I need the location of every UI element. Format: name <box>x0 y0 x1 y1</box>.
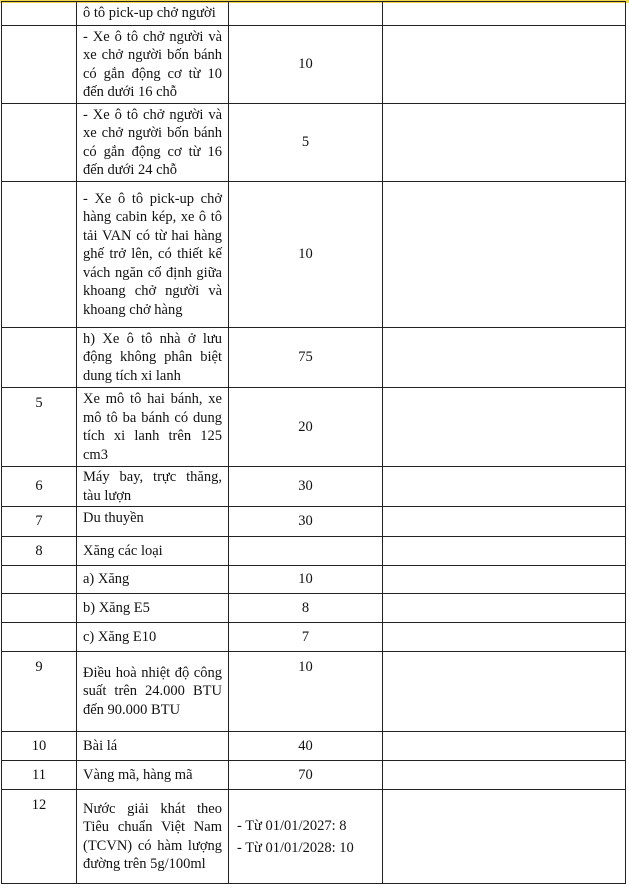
goods-name: Điều hoà nhiệt độ công suất trên 24.000 BTU đến 90.000 BTU <box>77 652 229 732</box>
goods-name: ô tô pick-up chở người <box>77 2 229 26</box>
tax-rate: 5 <box>229 104 383 182</box>
table-row <box>2 537 626 566</box>
goods-name: b) Xăng E5 <box>77 594 229 623</box>
note-cell <box>383 732 626 761</box>
goods-name: Nước giải khát theo Tiêu chuẩn Việt Nam (TCVN) có hàm lượng đường trên 5g/100ml <box>77 790 229 884</box>
goods-name: - Xe ô tô chở người và xe chở người bốn bánh có gắn động cơ từ 10 đến dưới 16 chỗ <box>77 26 229 104</box>
row-number <box>2 2 77 26</box>
note-cell <box>383 388 626 467</box>
table-row <box>2 507 626 537</box>
row-number <box>2 328 77 388</box>
goods-name: Xe mô tô hai bánh, xe mô tô ba bánh có dung tích xi lanh trên 125 cm3 <box>77 388 229 467</box>
goods-name: Vàng mã, hàng mã <box>77 761 229 790</box>
goods-name: - Xe ô tô chở người và xe chở người bốn bánh có gắn động cơ từ 16 đến dưới 24 chỗ <box>77 104 229 182</box>
row-number: 8 <box>2 537 77 566</box>
note-cell <box>383 182 626 328</box>
note-cell <box>383 104 626 182</box>
table-row <box>2 652 626 732</box>
table-row <box>2 388 626 467</box>
tax-rate: 75 <box>229 328 383 388</box>
row-number: 6 <box>2 467 77 507</box>
tax-rate: 40 <box>229 732 383 761</box>
note-cell <box>383 761 626 790</box>
note-cell <box>383 652 626 732</box>
table-row <box>2 761 626 790</box>
note-cell <box>383 623 626 652</box>
excise-tax-table <box>1 1 626 884</box>
tax-rate: 10 <box>229 26 383 104</box>
table-row <box>2 566 626 594</box>
table-row <box>2 26 626 104</box>
note-cell <box>383 790 626 884</box>
tax-rate: 7 <box>229 623 383 652</box>
goods-name: Du thuyền <box>77 507 229 537</box>
row-number <box>2 594 77 623</box>
note-cell <box>383 467 626 507</box>
row-number <box>2 623 77 652</box>
table-row <box>2 328 626 388</box>
row-number: 9 <box>2 652 77 732</box>
note-cell <box>383 328 626 388</box>
goods-name: - Xe ô tô pick-up chở hàng cabin kép, xe ô tô tải VAN có từ hai hàng ghế trở lên, có thiết kế vách ngăn cố định giữa khoang chở người và khoang chở hàng <box>77 182 229 328</box>
row-number <box>2 182 77 328</box>
tax-rate: 10 <box>229 652 383 732</box>
row-number: 11 <box>2 761 77 790</box>
table-row <box>2 790 626 884</box>
row-number: 5 <box>2 388 77 467</box>
table-row <box>2 623 626 652</box>
goods-name: Máy bay, trực thăng, tàu lượn <box>77 467 229 507</box>
tax-rate: 20 <box>229 388 383 467</box>
note-cell <box>383 26 626 104</box>
tax-rate: 10 <box>229 182 383 328</box>
tax-rate <box>229 2 383 26</box>
row-number: 12 <box>2 790 77 884</box>
row-number <box>2 104 77 182</box>
goods-name: h) Xe ô tô nhà ở lưu động không phân biệt dung tích xi lanh <box>77 328 229 388</box>
tax-rate: 8 <box>229 594 383 623</box>
row-number: 7 <box>2 507 77 537</box>
row-number <box>2 26 77 104</box>
tax-rate: 30 <box>229 467 383 507</box>
tax-rate <box>229 537 383 566</box>
tax-rate-schedule <box>229 790 383 884</box>
table-row <box>2 182 626 328</box>
note-cell <box>383 537 626 566</box>
note-cell <box>383 507 626 537</box>
goods-name: c) Xăng E10 <box>77 623 229 652</box>
table-row <box>2 467 626 507</box>
table-row <box>2 594 626 623</box>
tax-rate-2028: - Từ 01/01/2028: 10 <box>237 839 354 856</box>
goods-name: Bài lá <box>77 732 229 761</box>
tax-rate: 70 <box>229 761 383 790</box>
note-cell <box>383 2 626 26</box>
tax-rate: 30 <box>229 507 383 537</box>
table-row <box>2 2 626 26</box>
row-number: 10 <box>2 732 77 761</box>
table-row <box>2 104 626 182</box>
note-cell <box>383 566 626 594</box>
row-number <box>2 566 77 594</box>
goods-name: a) Xăng <box>77 566 229 594</box>
tax-rate-2027: - Từ 01/01/2027: 8 <box>237 817 347 834</box>
table-row <box>2 732 626 761</box>
tax-rate: 10 <box>229 566 383 594</box>
goods-name: Xăng các loại <box>77 537 229 566</box>
note-cell <box>383 594 626 623</box>
